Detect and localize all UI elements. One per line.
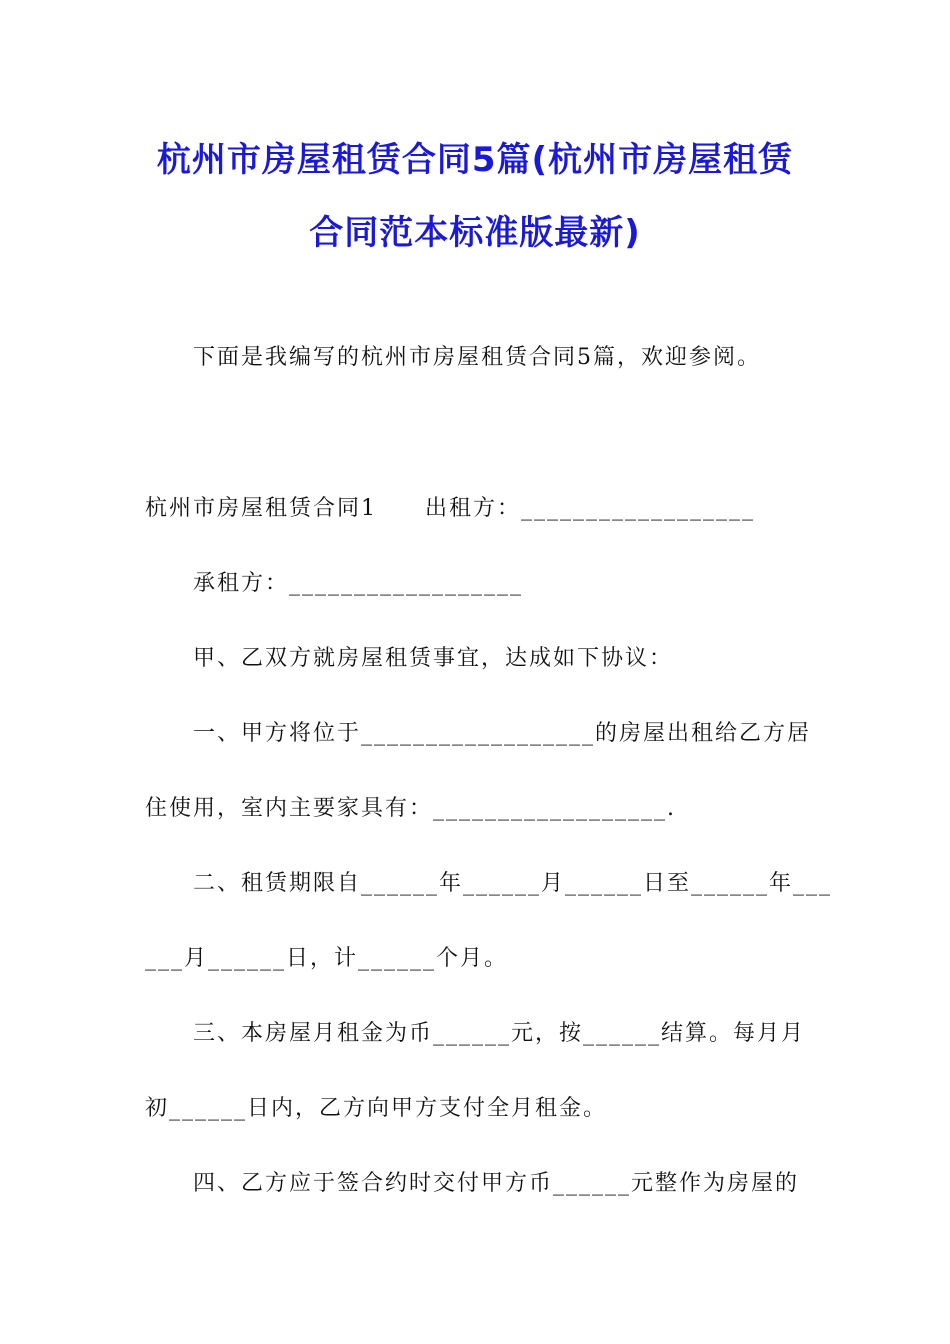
lessee-line: 承租方：__________________: [193, 571, 524, 596]
clause-1-line-2: 住使用，室内主要家具有：__________________.: [145, 796, 676, 821]
contract-heading-lessor-line: 杭州市房屋租赁合同1 出租方：__________________: [145, 496, 755, 521]
clause-4-line-1: 四、乙方应于签合约时交付甲方币______元整作为房屋的: [193, 1171, 800, 1196]
clause-3-line-2: 初______日内，乙方向甲方支付全月租金。: [145, 1096, 608, 1121]
intro-paragraph: 下面是我编写的杭州市房屋租赁合同5篇，欢迎参阅。: [193, 345, 761, 370]
document-title-line-2: 合同范本标准版最新): [309, 213, 641, 253]
clause-1-line-1: 一、甲方将位于__________________的房屋出租给乙方居: [193, 721, 812, 746]
clause-3-line-1: 三、本房屋月租金为币______元，按______结算。每月月: [193, 1021, 806, 1046]
clause-2-line-2: ___月______日，计______个月。: [145, 946, 509, 971]
document-title-line-1: 杭州市房屋租赁合同5篇(杭州市房屋租赁: [156, 140, 794, 180]
agreement-intro-line: 甲、乙双方就房屋租赁事宜，达成如下协议：: [193, 646, 674, 671]
clause-2-line-1: 二、租赁期限自______年______月______日至______年___: [193, 871, 833, 896]
